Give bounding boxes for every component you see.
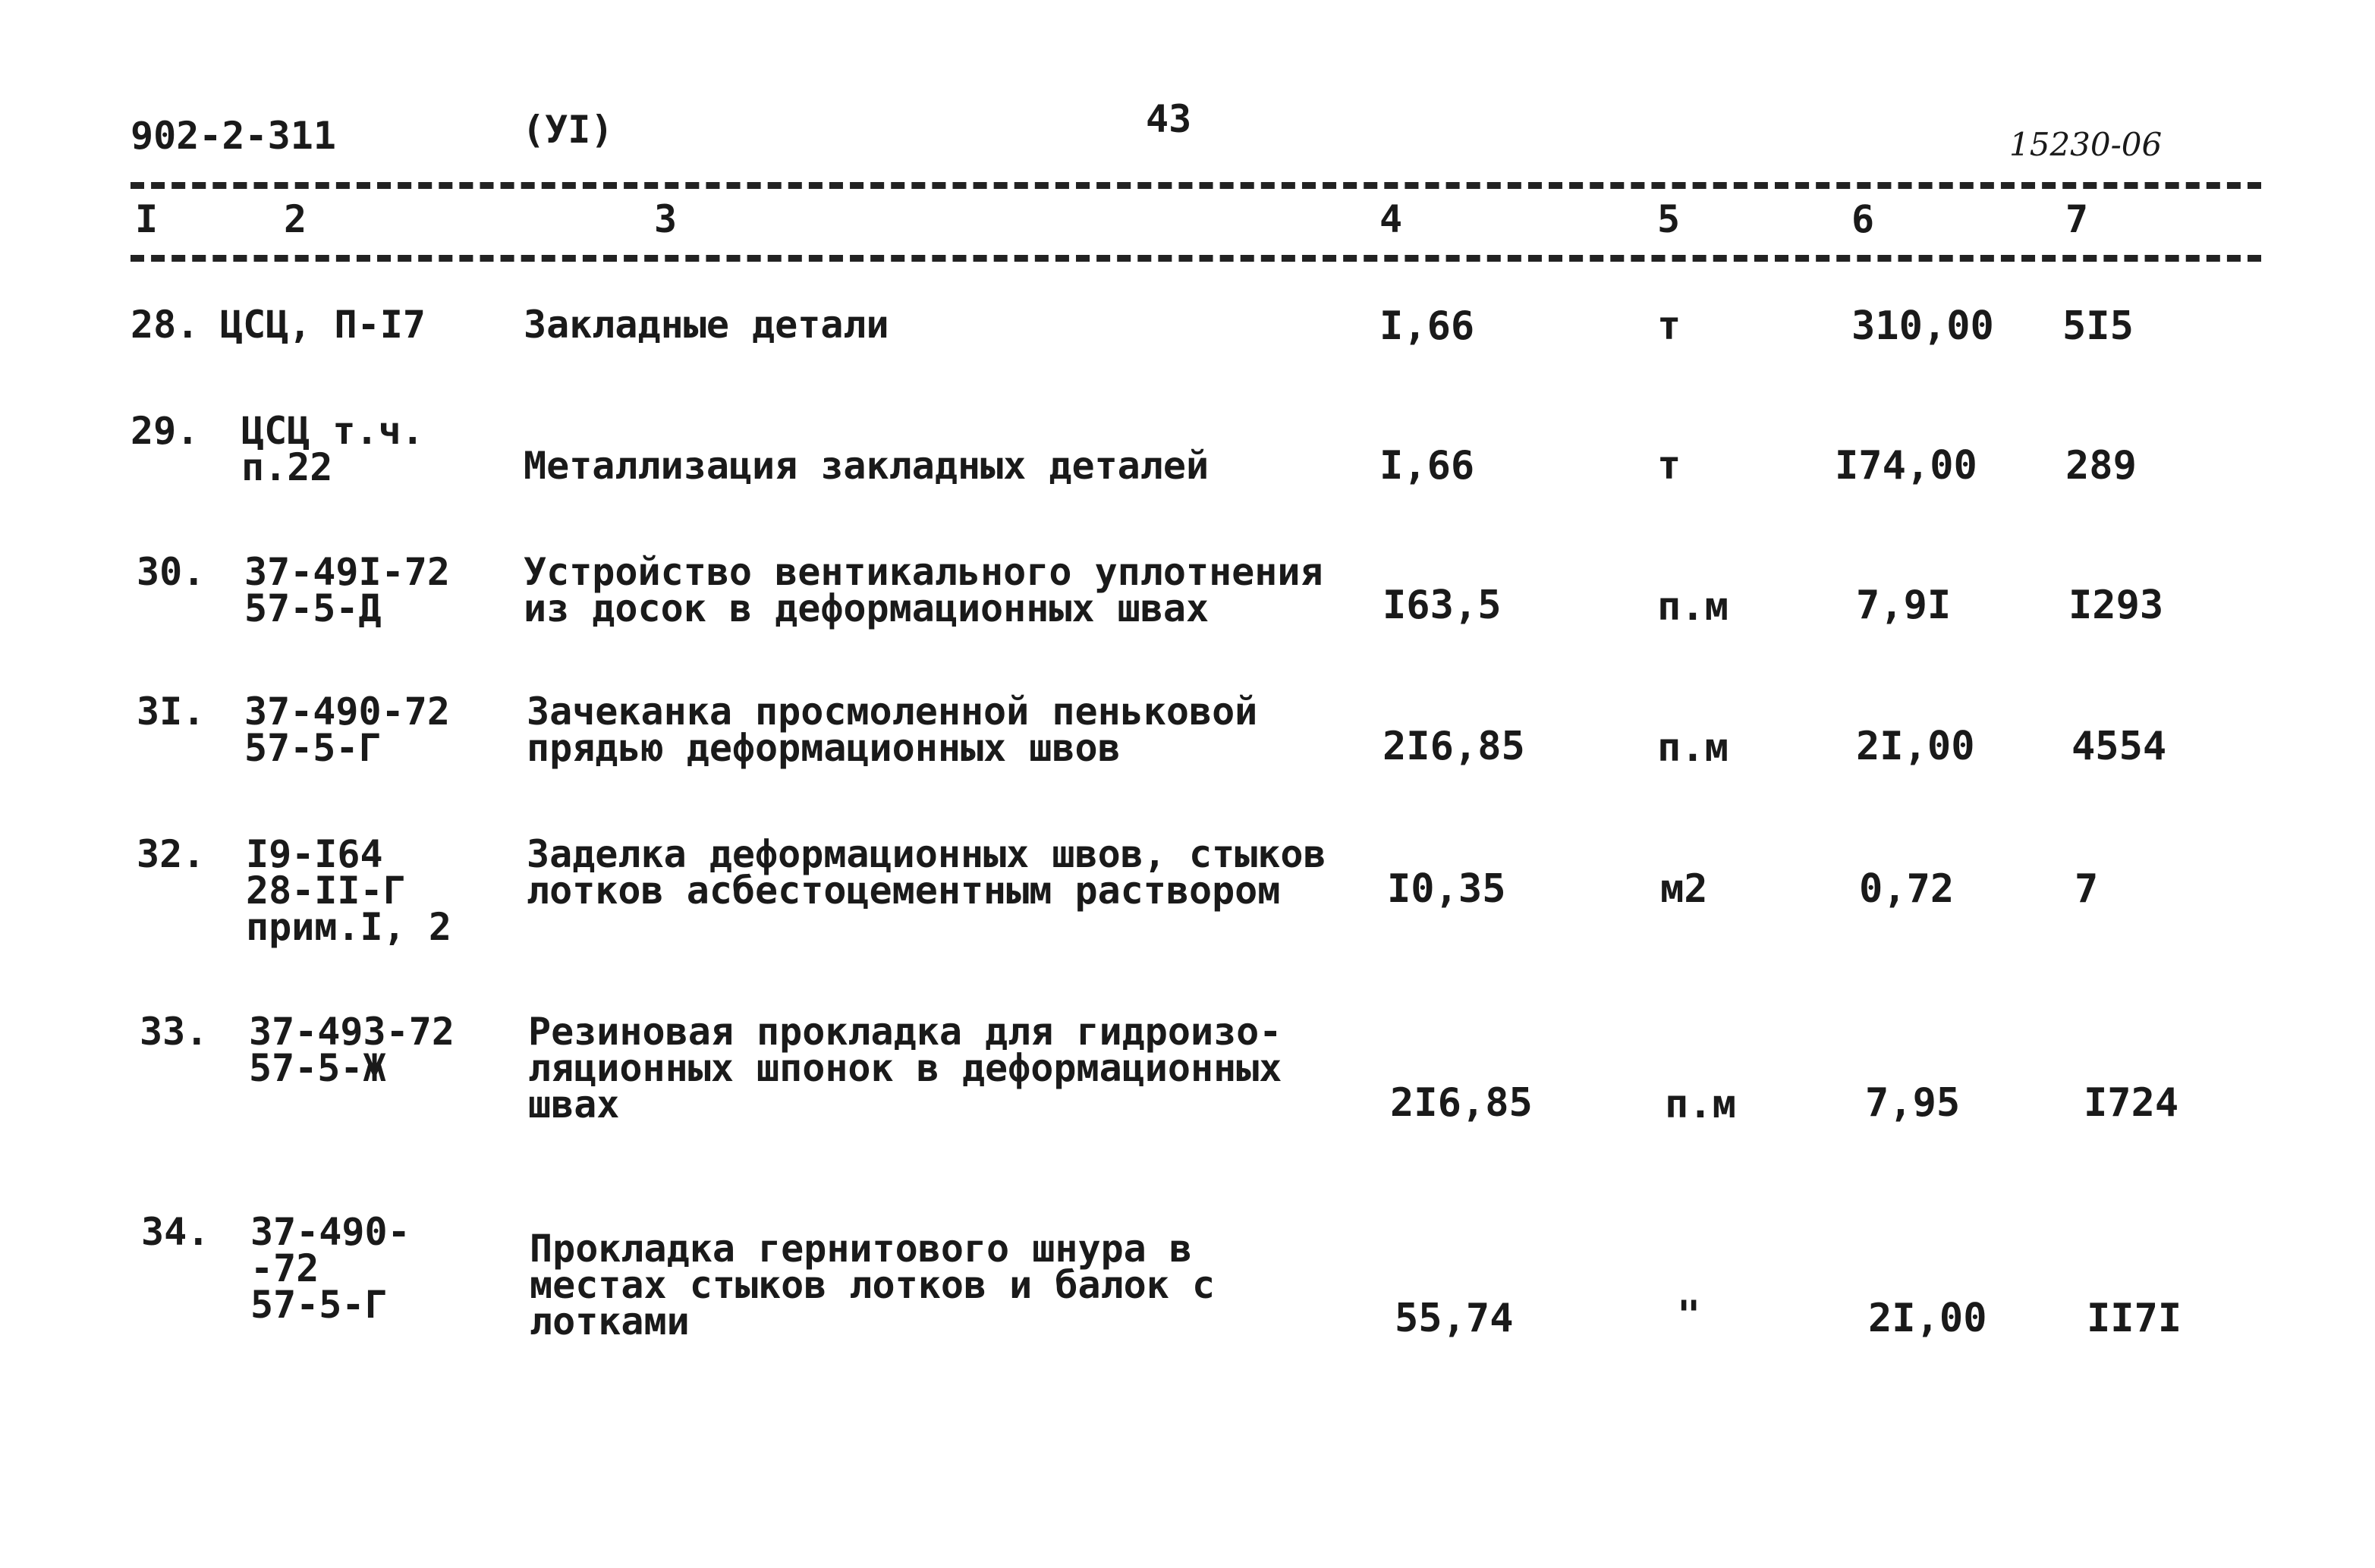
row-unit: т	[1657, 303, 1681, 349]
page-number: 43	[1146, 97, 1192, 141]
row-number: 33.	[140, 1010, 209, 1054]
row-price: 0,72	[1859, 866, 1955, 912]
row-quantity: 2I6,85	[1383, 724, 1525, 769]
row-quantity: I0,35	[1387, 866, 1506, 912]
row-reference: 37-49I-72 57-5-Д	[244, 550, 450, 630]
row-price: 310,00	[1851, 303, 1994, 349]
col-4-header: 4	[1379, 197, 1403, 241]
row-reference: I9-I64 28-II-Г прим.I, 2	[246, 832, 451, 949]
row-price: 2I,00	[1856, 724, 1975, 769]
row-price: 7,95	[1865, 1080, 1961, 1126]
section-label: (УI)	[522, 108, 614, 152]
row-description: Резиновая прокладка для гидроизо- ляционных шпонок в деформационных швах	[528, 1010, 1282, 1127]
col-3-header: 3	[654, 197, 678, 241]
col-6-header: 6	[1851, 197, 1875, 241]
row-quantity: 55,74	[1395, 1296, 1514, 1341]
row-total: 4554	[2071, 724, 2167, 769]
row-total: 289	[2065, 443, 2137, 489]
row-number: 28.	[131, 303, 200, 347]
doc-code: 902-2-311	[131, 114, 336, 158]
row-quantity: I,66	[1379, 303, 1475, 349]
row-unit: п.м	[1665, 1082, 1736, 1127]
row-price: 7,9I	[1856, 583, 1952, 628]
row-quantity: I63,5	[1383, 583, 1502, 628]
row-total: 5I5	[2062, 303, 2134, 349]
row-reference: ЦСЦ, П-I7	[220, 303, 426, 347]
row-description: Зачеканка просмоленной пеньковой прядью деформационных швов	[527, 690, 1258, 770]
row-quantity: 2I6,85	[1390, 1080, 1533, 1126]
row-unit: п.м	[1657, 725, 1729, 771]
row-unit: "	[1677, 1293, 1701, 1338]
row-reference: ЦСЦ т.ч. п.22	[241, 409, 424, 489]
row-reference: 37-490-72 57-5-Г	[244, 690, 450, 770]
row-description: Металлизация закладных деталей	[524, 444, 1210, 488]
header-bottom-rule	[131, 255, 2261, 262]
row-reference: 37-490- -72 57-5-Г	[250, 1210, 411, 1327]
row-total: I724	[2084, 1080, 2179, 1126]
row-number: 32.	[137, 832, 206, 876]
row-description: Устройство вентикального уплотнения из досок в деформационных швах	[524, 550, 1323, 630]
col-5-header: 5	[1657, 197, 1681, 241]
row-description: Заделка деформационных швов, стыков лотков асбестоцементным раствором	[527, 832, 1326, 913]
row-description: Закладные детали	[524, 303, 889, 347]
archive-number: 15230-06	[2009, 126, 2163, 163]
row-reference: 37-493-72 57-5-Ж	[249, 1010, 455, 1090]
col-7-header: 7	[2065, 197, 2089, 241]
top-rule	[131, 182, 2261, 189]
row-total: II7I	[2087, 1296, 2182, 1341]
row-unit: п.м	[1657, 584, 1729, 630]
row-number: 3I.	[137, 690, 206, 734]
row-total: I293	[2068, 583, 2164, 628]
row-price: 2I,00	[1868, 1296, 1987, 1341]
col-1-header: I	[135, 197, 159, 241]
row-number: 30.	[137, 550, 206, 594]
row-total: 7	[2075, 866, 2099, 912]
row-unit: т	[1657, 443, 1681, 489]
col-2-header: 2	[284, 197, 307, 241]
row-unit: м2	[1660, 866, 1708, 912]
row-number: 29.	[131, 409, 200, 453]
row-number: 34.	[141, 1210, 210, 1254]
row-price: I74,00	[1835, 443, 1977, 489]
row-description: Прокладка гернитового шнура в местах стыков лотков и балок с лотками	[530, 1227, 1216, 1343]
row-quantity: I,66	[1379, 443, 1475, 489]
